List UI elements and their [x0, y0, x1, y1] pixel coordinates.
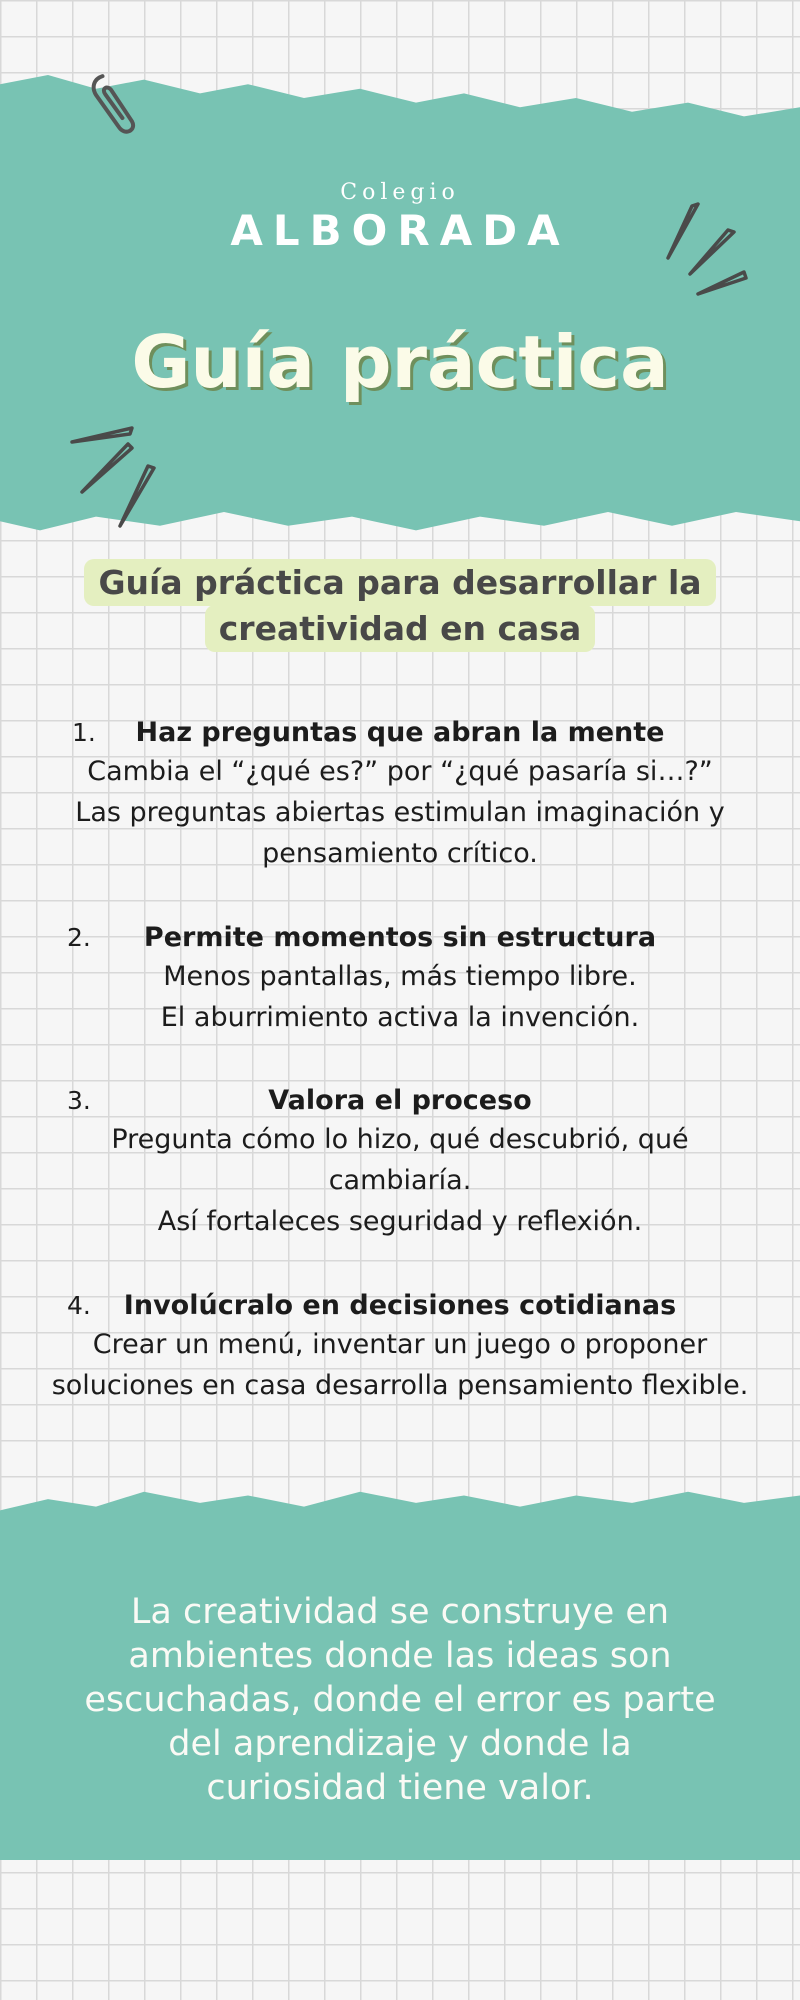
tip-item	[40, 1083, 760, 1242]
tip-number: 1.	[72, 718, 96, 747]
school-name: ALBORADA	[230, 206, 570, 255]
school-label: Colegio	[340, 180, 460, 205]
closing-line: curiosidad tiene valor.	[206, 1768, 594, 1808]
tip-heading: Haz preguntas que abran la mente	[135, 717, 665, 748]
tip-line: pensamiento crítico.	[262, 838, 538, 869]
tip-line: El aburrimiento activa la invención.	[160, 1002, 640, 1033]
tip-line: Menos pantallas, más tiempo libre.	[163, 961, 637, 992]
tip-line: Las preguntas abiertas estimulan imaginación y	[75, 797, 725, 828]
tip-heading: Involúcralo en decisiones cotidianas	[123, 1290, 677, 1321]
tip-heading: Permite momentos sin estructura	[143, 922, 657, 953]
tip-line: soluciones en casa desarrolla pensamiento flexible.	[51, 1370, 749, 1401]
subtitle	[60, 560, 740, 652]
closing-line: La creatividad se construye en	[130, 1592, 670, 1632]
tip-heading: Valora el proceso	[268, 1085, 532, 1116]
page-title: Guía práctica	[131, 320, 669, 404]
paperclip-icon	[90, 68, 138, 142]
tip-item	[40, 1288, 760, 1406]
subtitle-line: Guía práctica para desarrollar la	[84, 559, 715, 606]
tip-line: Crear un menú, inventar un juego o proponer	[92, 1329, 708, 1360]
closing-message	[70, 1590, 730, 1810]
tip-item	[40, 920, 760, 1038]
spark-lines-icon	[66, 420, 166, 530]
tip-item	[40, 715, 760, 874]
tip-line: Así fortaleces seguridad y reflexión.	[157, 1206, 643, 1237]
tip-number: 3.	[67, 1086, 91, 1115]
closing-line: escuchadas, donde el error es parte	[84, 1680, 716, 1720]
tip-line: cambiaría.	[328, 1165, 472, 1196]
closing-line: del aprendizaje y donde la	[168, 1724, 632, 1764]
tip-line: Pregunta cómo lo hizo, qué descubrió, qué	[111, 1124, 689, 1155]
tip-number: 4.	[67, 1291, 91, 1320]
tip-number: 2.	[67, 923, 91, 952]
subtitle-line: creatividad en casa	[205, 605, 596, 652]
closing-line: ambientes donde las ideas son	[128, 1636, 672, 1676]
tip-line: Cambia el “¿qué es?” por “¿qué pasaría si…?”	[87, 756, 713, 787]
